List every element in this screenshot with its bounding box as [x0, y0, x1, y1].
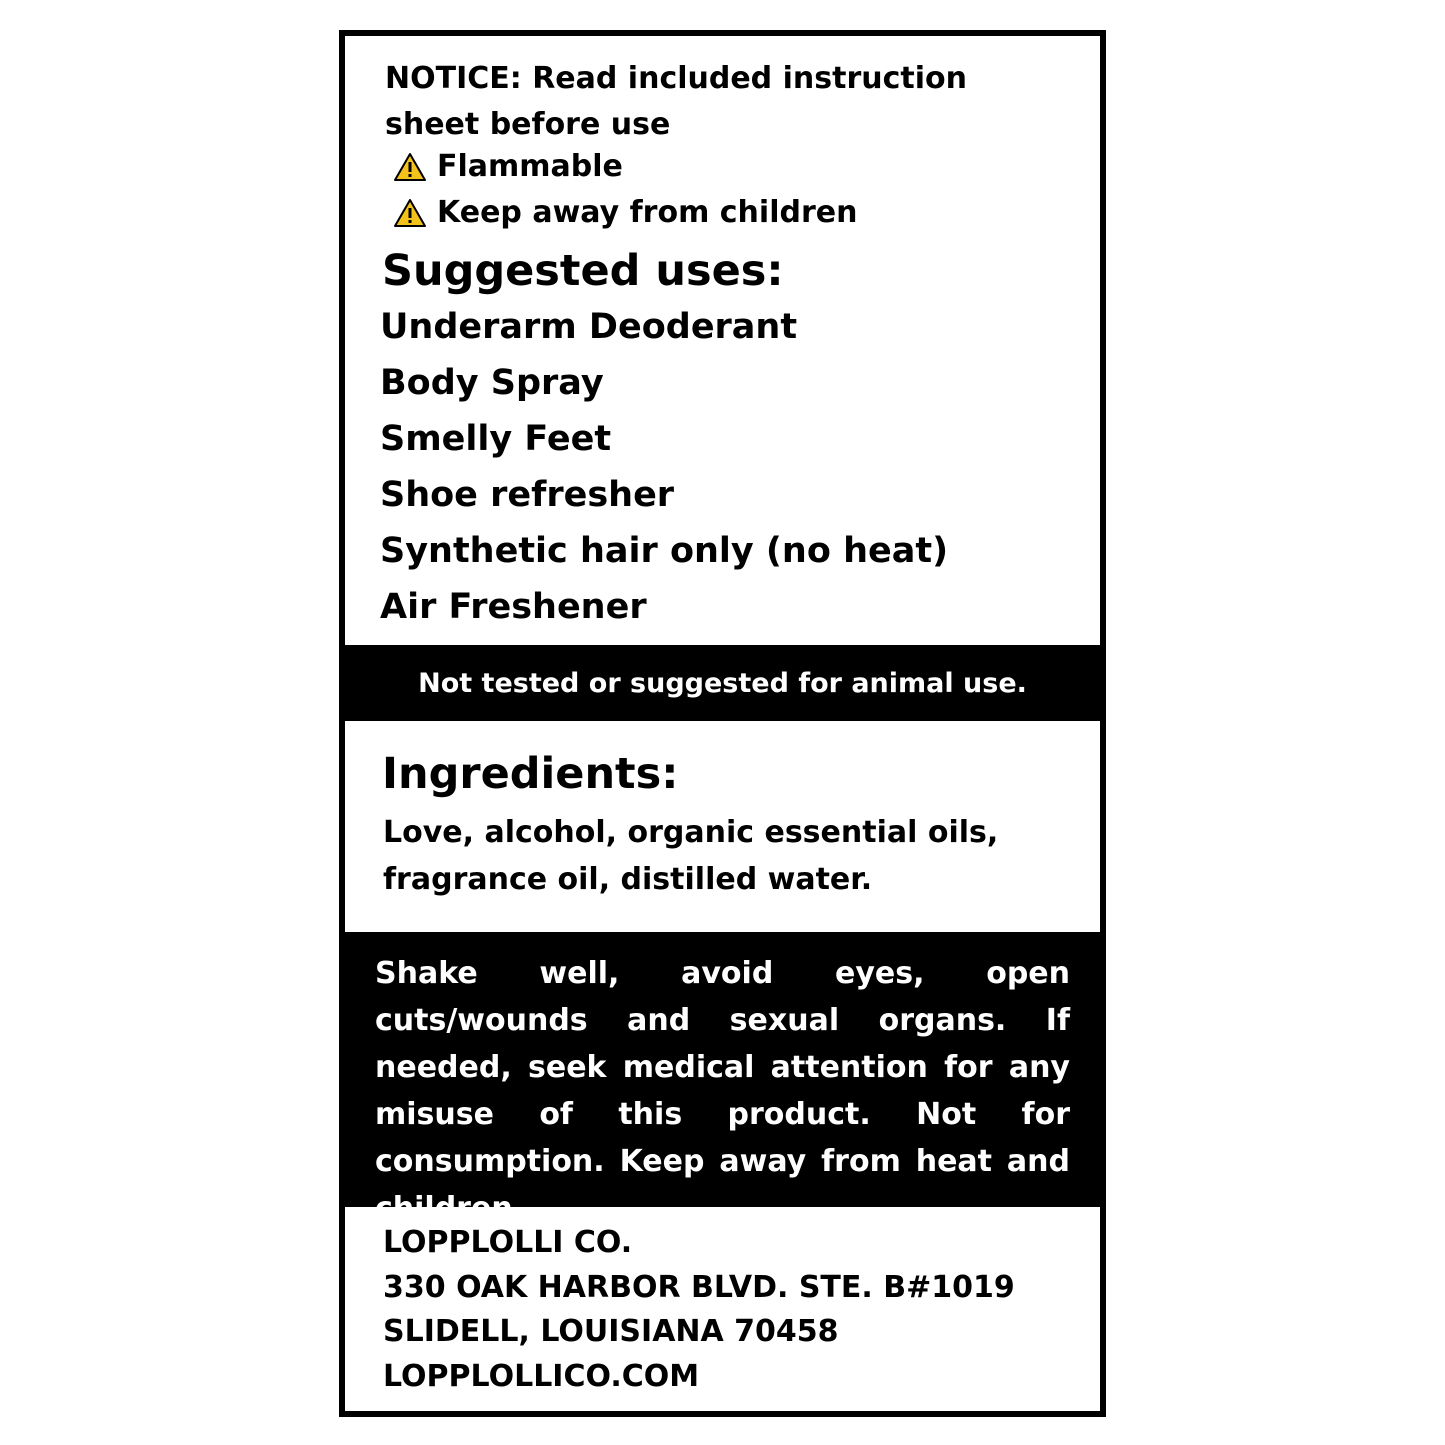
- ingredients-text: Love, alcohol, organic essential oils, fragrance oil, distilled water.: [383, 815, 999, 897]
- suggested-uses-heading: Suggested uses:: [382, 246, 784, 296]
- suggested-uses-list: [380, 299, 948, 635]
- ingredients-section: [345, 721, 1100, 932]
- warning-flammable: [393, 147, 623, 187]
- warning-text: Flammable: [437, 149, 623, 184]
- company-address: [383, 1221, 1015, 1399]
- animal-use-band: [345, 645, 1100, 721]
- use-item: Smelly Feet: [380, 419, 612, 459]
- animal-use-notice: Not tested or suggested for animal use.: [418, 667, 1027, 699]
- caution-text: Shake well, avoid eyes, open cuts/wounds and sexual organs. If needed, seek medical attention for any misuse of this product. Not for consumption. Keep away from heat and children.: [375, 956, 1070, 1226]
- use-item: Shoe refresher: [380, 475, 675, 515]
- company-address-section: [345, 1207, 1100, 1411]
- notice-text: NOTICE: Read included instruction sheet before use: [385, 61, 967, 142]
- company-website: LOPPLOLLICO.COM: [383, 1358, 700, 1394]
- warning-text: Keep away from children: [437, 195, 858, 230]
- warning-triangle-icon: [393, 152, 427, 182]
- use-item: Synthetic hair only (no heat): [380, 531, 949, 571]
- company-name: LOPPLOLLI CO.: [383, 1225, 633, 1260]
- warning-triangle-icon: [393, 198, 427, 228]
- notice-and-uses-section: [345, 36, 1100, 645]
- use-item: Air Freshener: [380, 587, 647, 627]
- company-street: 330 OAK HARBOR BLVD. STE. B#1019: [383, 1269, 1015, 1305]
- use-item: Underarm Deoderant: [380, 307, 798, 347]
- product-label: [339, 30, 1106, 1417]
- use-item: Body Spray: [380, 363, 604, 403]
- warning-children: [393, 193, 857, 233]
- ingredients-heading: Ingredients:: [382, 749, 679, 799]
- company-city: SLIDELL, LOUISIANA 70458: [383, 1314, 839, 1349]
- caution-band: [345, 932, 1100, 1226]
